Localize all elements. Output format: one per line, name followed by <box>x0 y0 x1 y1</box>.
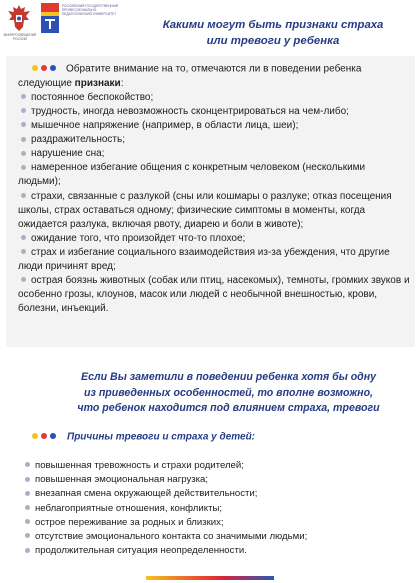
list-item: ожидание того, что произойдет что-то плохое; <box>18 232 410 246</box>
blue-dot-icon <box>50 433 56 439</box>
intro-colon: : <box>120 77 124 89</box>
yellow-dot-icon <box>32 433 38 439</box>
list-item: продолжительная ситуация неопределенности. <box>22 544 402 558</box>
signs-panel <box>6 56 415 347</box>
bullet-icon <box>21 94 26 99</box>
bullet-icon <box>21 235 26 240</box>
bullet-icon <box>21 165 26 170</box>
bullet-icon <box>25 548 30 553</box>
bullet-icon <box>21 137 26 142</box>
yellow-dot-icon <box>32 65 38 71</box>
bullet-icon <box>25 533 30 538</box>
causes-heading <box>32 430 255 445</box>
list-item: раздражительность; <box>18 133 410 147</box>
intro-paragraph <box>18 62 410 91</box>
bullet-icon <box>25 519 30 524</box>
causes-heading-text: Причины тревоги и страха у детей: <box>67 431 256 443</box>
title-line-1: Какими могут быть признаки страха <box>162 19 384 31</box>
university-logo-icon <box>41 3 59 33</box>
bullet-icon <box>25 491 30 496</box>
bullet-icon <box>21 108 26 113</box>
conclusion-line-3: что ребенок находится под влиянием страха, тревоги <box>77 402 380 415</box>
conclusion-line-1: Если Вы заметили в поведении ребенка хотя бы одну <box>80 371 377 383</box>
intro-text: Обратите внимание на то, отмечаются ли в поведении ребенка следующие <box>18 63 362 89</box>
bullet-icon <box>25 505 30 510</box>
list-item: острая боязнь животных (собак или птиц, насекомых), темноты, громких звуков и особенно грозы, клоунов, масок или людей с необычной внешностью, крови, болезни, инъекций. <box>18 275 410 315</box>
red-dot-icon <box>41 65 47 71</box>
signs-content <box>18 62 410 316</box>
emblem-caption: МИНПРОСВЕЩЕНИЯ РОССИИ <box>3 33 37 41</box>
bullet-icon <box>25 462 30 467</box>
list-item: страхи, связанные с разлукой (сны или кошмары о разлуке; отказ посещения школы, страх оставаться одному; физические симптомы в моменты, когда ожидается разлука, включая рвоту, диарею и боли в животе); <box>18 190 392 230</box>
tricolor-dots-icon <box>32 62 59 76</box>
list-item: мышечное напряжение (например, в области лица, шеи); <box>18 119 410 133</box>
tricolor-dots-icon <box>32 430 59 444</box>
list-item: внезапная смена окружающей действительности; <box>22 487 402 501</box>
list-item: намеренное избегание общения с конкретным человеком (несколькими людьми); <box>18 162 366 188</box>
tricolor-divider <box>146 576 274 580</box>
bullet-icon <box>21 193 26 198</box>
bullet-icon <box>25 477 30 482</box>
list-item: неблагоприятные отношения, конфликты; <box>22 502 402 516</box>
intro-bold-word: признаки <box>74 77 121 89</box>
page-title <box>143 17 403 49</box>
list-item: постоянное беспокойство; <box>18 91 410 105</box>
list-item: повышенная эмоциональная нагрузка; <box>22 473 402 487</box>
bullet-icon <box>21 249 26 254</box>
eagle-emblem-icon <box>5 3 33 33</box>
list-item: страх и избегание социального взаимодействия из-за убеждения, что другие люди причинят вред; <box>18 246 390 272</box>
red-dot-icon <box>41 433 47 439</box>
blue-dot-icon <box>50 65 56 71</box>
bullet-icon <box>21 122 26 127</box>
conclusion-line-2: из приведенных особенностей, то вполне возможно, <box>84 386 373 399</box>
list-item: нарушение сна; <box>18 147 410 161</box>
list-item: трудность, иногда невозможность сконцентрироваться на чем-либо; <box>18 105 410 119</box>
list-item: отсутствие эмоционального контакта со значимыми людьми; <box>22 530 402 544</box>
title-line-2: или тревоги у ребенка <box>206 35 340 47</box>
list-item: повышенная тревожность и страхи родителей; <box>22 459 402 473</box>
causes-list <box>22 459 402 558</box>
bullet-icon <box>21 277 26 282</box>
signs-list <box>18 91 410 317</box>
conclusion-text <box>56 370 401 417</box>
university-name: РОССИЙСКИЙ ГОСУДАРСТВЕННЫЙ ПРОФЕССИОНАЛЬНО-ПЕДАГОГИЧЕСКИЙ УНИВЕРСИТЕТ <box>62 4 118 16</box>
header <box>0 0 417 56</box>
list-item: острое переживание за родных и близких; <box>22 516 402 530</box>
bullet-icon <box>21 151 26 156</box>
